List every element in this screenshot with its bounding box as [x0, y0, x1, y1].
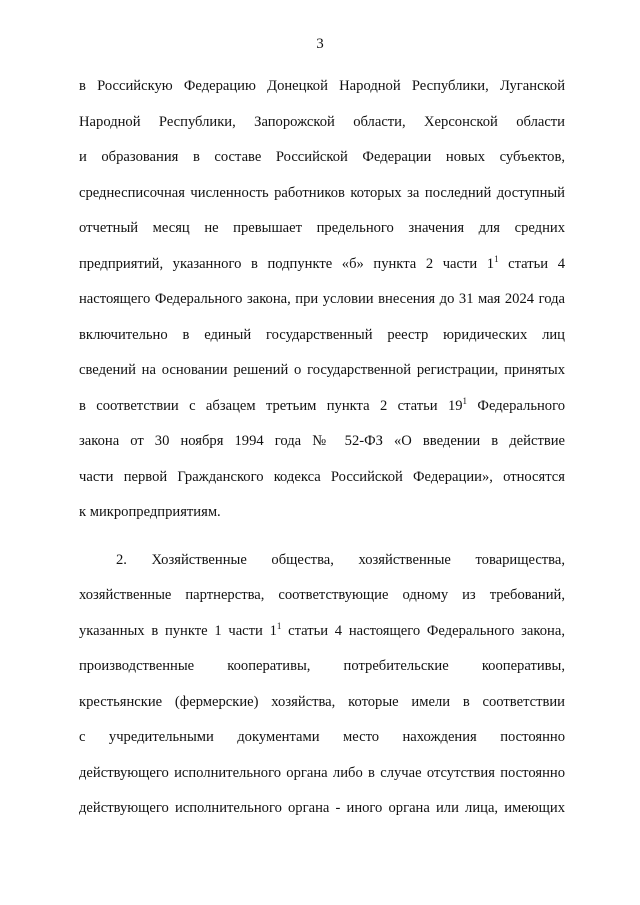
text-line: закона от 30 ноября 1994 года № 52-ФЗ «О введении в действие — [79, 433, 565, 449]
document-body — [79, 72, 565, 830]
text-line: действующего исполнительного органа - иного органа или лица, имеющих — [79, 800, 565, 816]
text-line: действующего исполнительного органа либо в случае отсутствия постоянно — [79, 764, 565, 781]
text-line — [79, 617, 565, 653]
text-line: отчетный месяц не превышает предельного значения для средних — [79, 220, 565, 236]
text-segment: указанных в пункте 1 части 1 — [79, 622, 277, 639]
text-line: 2. Хозяйственные общества, хозяйственные товарищества, — [116, 551, 565, 568]
superscript: 1 — [462, 395, 468, 406]
page-number: 3 — [316, 36, 324, 52]
paragraph-1 — [79, 72, 565, 534]
text-segment: статьи 4 — [498, 255, 565, 272]
text-line: крестьянские (фермерские) хозяйства, которые имели в соответствии — [79, 693, 565, 710]
text-line — [79, 392, 565, 428]
text-line: среднесписочная численность работников которых за последний доступный — [79, 184, 565, 201]
text-segment: статьи 4 настоящего Федерального закона, — [281, 622, 565, 639]
text-line: сведений на основании решений о государственной регистрации, принятых — [79, 362, 565, 378]
text-line: Народной Республики, Запорожской области, Херсонской области — [79, 113, 565, 130]
text-line: с учредительными документами место нахождения постоянно — [79, 729, 565, 745]
paragraph-2 — [79, 546, 565, 830]
text-line: хозяйственные партнерства, соответствующие одному из требований, — [79, 587, 565, 603]
text-line — [79, 250, 565, 286]
text-line: производственные кооперативы, потребительские кооперативы, — [79, 658, 565, 674]
paragraph-spacer — [79, 534, 565, 546]
text-segment: Федерального — [467, 397, 565, 414]
text-line: и образования в составе Российской Федерации новых субъектов, — [79, 149, 565, 165]
text-line: части первой Гражданского кодекса Российской Федерации», относятся — [79, 468, 565, 485]
text-segment: предприятий, указанного в подпункте «б» пункта 2 части 1 — [79, 255, 495, 272]
superscript: 1 — [494, 253, 499, 264]
text-line: к микропредприятиям. — [79, 504, 221, 520]
text-line: в Российскую Федерацию Донецкой Народной Республики, Луганской — [79, 78, 565, 94]
text-line: включительно в единый государственный реестр юридических лиц — [79, 326, 565, 343]
text-segment: в соответствии с абзацем третьим пункта 2 статьи 19 — [79, 397, 463, 414]
superscript: 1 — [276, 620, 282, 631]
text-line: настоящего Федерального закона, при условии внесения до 31 мая 2024 года — [79, 291, 565, 307]
